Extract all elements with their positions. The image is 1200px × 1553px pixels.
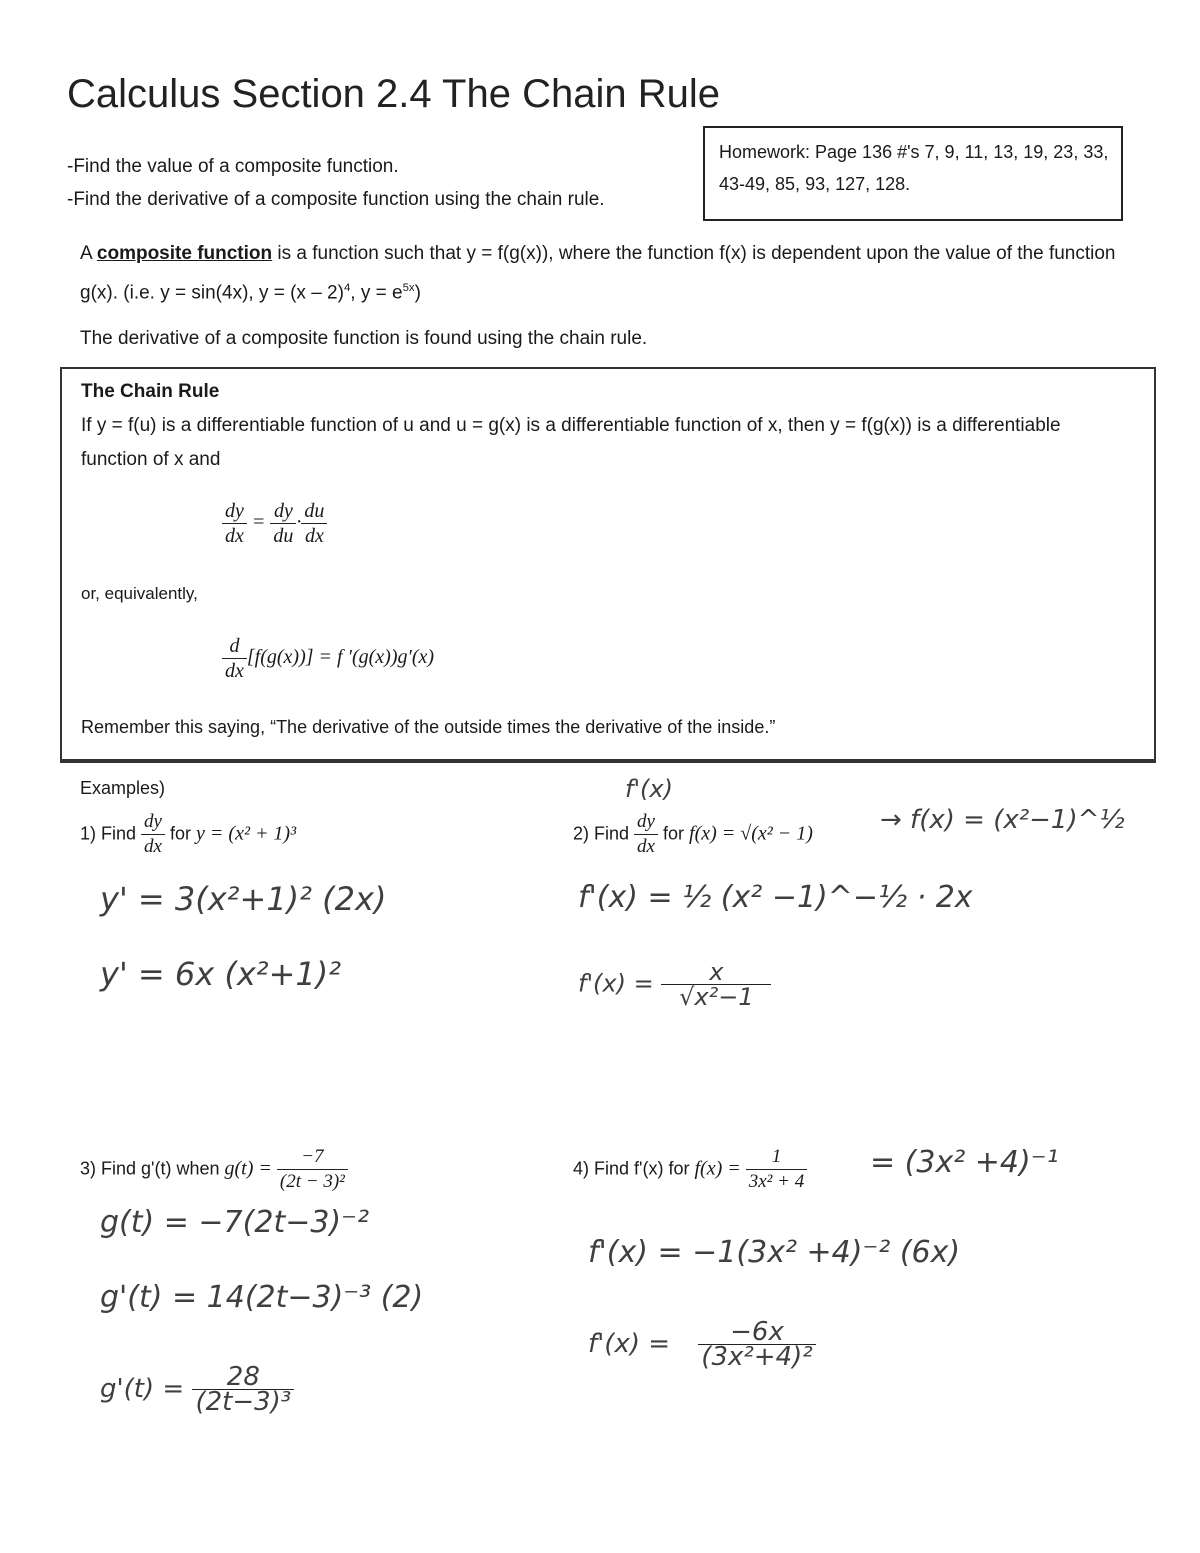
result-fraction	[192, 1362, 294, 1417]
find-label: 1) Find	[80, 823, 137, 844]
frac-num: dy	[141, 810, 165, 835]
for-label: for	[170, 823, 192, 844]
frac-den: dx	[144, 836, 162, 857]
composite-end: )	[414, 282, 421, 304]
derivative-intro: The derivative of a composite function is found using the chain rule.	[80, 328, 648, 349]
chain-rule-formula-alt	[222, 634, 434, 683]
frac-num: du	[301, 499, 327, 524]
result-fraction	[661, 960, 771, 1009]
example-3-fraction	[277, 1145, 348, 1194]
formula-expression: [f(g(x))] = f ′(g(x))g′(x)	[246, 646, 435, 669]
dot-operator: ·	[296, 511, 302, 534]
frac-num: x	[661, 960, 771, 985]
du-dx-fraction	[301, 499, 327, 548]
equals-sign: =	[251, 511, 266, 534]
example-4-step-1: f'(x) = −1(3x² +4)⁻² (6x)	[588, 1235, 961, 1270]
equivalently-label: or, equivalently,	[81, 584, 198, 603]
example-2-note: f'(x)	[625, 775, 673, 803]
example-2-function: f(x) = √(x² − 1)	[689, 822, 813, 845]
dy-dx-fraction	[222, 499, 247, 548]
example-4-result	[588, 1317, 816, 1372]
example-1-prompt	[80, 810, 296, 859]
frac-den: dx	[225, 660, 244, 682]
example-3-result	[100, 1362, 294, 1417]
composite-lead: A	[80, 243, 97, 264]
rule-statement: If y = f(u) is a differentiable function of u and u = g(x) is a differentiable function of x, then y = f(g(x)) is a differentiable function of x and	[81, 415, 1061, 470]
example-3-function-lhs: g(t) =	[224, 1157, 272, 1180]
chain-rule-box	[60, 367, 1156, 763]
example-3-label: 3) Find g'(t) when	[80, 1158, 220, 1179]
frac-den: (2t − 3)²	[279, 1171, 345, 1192]
result-fraction	[698, 1317, 815, 1372]
d-dx-fraction	[222, 634, 247, 683]
example-1-step-2: y' = 6x (x²+1)²	[100, 955, 342, 993]
dy-du-fraction	[270, 499, 296, 548]
example-4-rewrite: = (3x² +4)⁻¹	[870, 1145, 1059, 1180]
example-4-label: 4) Find f'(x) for	[573, 1158, 690, 1179]
example-1-function: y = (x² + 1)³	[196, 822, 297, 845]
example-1-step-1: y' = 3(x²+1)² (2x)	[100, 880, 387, 918]
example-2-rewrite: → f(x) = (x²−1)^½	[880, 805, 1125, 835]
frac-num: −6x	[698, 1320, 815, 1345]
for-label: for	[663, 823, 685, 844]
example-4-fraction	[746, 1145, 807, 1194]
frac-den: 3x² + 4	[748, 1171, 805, 1192]
rule-title: The Chain Rule	[81, 381, 220, 402]
rule-saying: Remember this saying, “The derivative of the outside times the derivative of the inside.”	[81, 717, 776, 737]
frac-num: 1	[746, 1145, 807, 1170]
result-lhs: f'(x) =	[578, 969, 654, 998]
composite-exp2: 5x	[402, 282, 415, 294]
homework-text: Homework: Page 136 #'s 7, 9, 11, 13, 19, 23, 33, 43-49, 85, 93, 127, 128.	[719, 142, 1109, 194]
homework-box	[703, 126, 1123, 221]
chain-rule-formula	[222, 499, 327, 548]
example-2-result	[578, 960, 771, 1009]
dy-dx-fraction	[141, 810, 165, 859]
frac-den: du	[273, 525, 294, 547]
page-title: Calculus Section 2.4 The Chain Rule	[67, 72, 720, 116]
frac-num: dy	[222, 499, 247, 524]
frac-num: dy	[634, 810, 658, 835]
result-lhs: g'(t) =	[100, 1374, 185, 1404]
frac-num: dy	[270, 499, 296, 524]
composite-term: composite function	[96, 243, 273, 264]
frac-num: 28	[192, 1365, 294, 1390]
example-2-prompt	[573, 810, 813, 859]
composite-mid: , y = e	[350, 282, 403, 304]
frac-den: (3x²+4)²	[701, 1342, 813, 1372]
frac-den: dx	[637, 836, 655, 857]
example-3-prompt	[80, 1145, 348, 1194]
example-4-prompt	[573, 1145, 807, 1194]
objective-2: -Find the derivative of a composite function using the chain rule.	[67, 189, 605, 210]
example-2-step-1: f'(x) = ½ (x² −1)^−½ · 2x	[578, 880, 973, 915]
frac-num: −7	[277, 1145, 348, 1170]
example-4-function-lhs: f(x) =	[694, 1157, 741, 1180]
objective-1: -Find the value of a composite function.	[67, 156, 399, 177]
example-3-step-1: g(t) = −7(2t−3)⁻²	[100, 1205, 369, 1240]
find-label: 2) Find	[573, 823, 630, 844]
result-lhs: f'(x) =	[588, 1329, 671, 1359]
frac-den: (2t−3)³	[195, 1387, 292, 1417]
dy-dx-fraction	[634, 810, 658, 859]
example-3-step-2: g'(t) = 14(2t−3)⁻³ (2)	[100, 1280, 424, 1315]
composite-definition	[80, 237, 1150, 310]
composite-rest: is a function such that y = f(g(x)), where the function f(x) is dependent upon the value of the function g(x). (i.e. y = sin(4x), y = (x – 2)	[80, 243, 1116, 304]
frac-den: √x²−1	[679, 983, 754, 1011]
examples-label: Examples)	[80, 778, 166, 798]
frac-den: dx	[225, 525, 244, 547]
frac-den: dx	[304, 525, 324, 547]
composite-exp1: 4	[343, 282, 351, 294]
frac-num: d	[222, 634, 247, 659]
